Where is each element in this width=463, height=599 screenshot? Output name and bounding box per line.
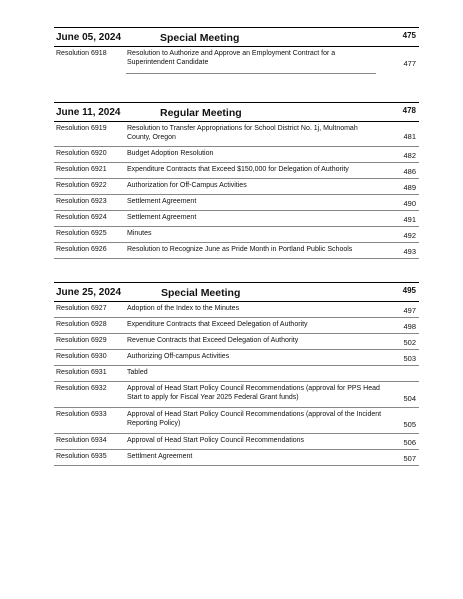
resolution-description: Settlment Agreement bbox=[127, 453, 193, 460]
resolution-page: 486 bbox=[403, 167, 416, 176]
meeting-header bbox=[54, 102, 419, 122]
meeting-header bbox=[54, 27, 419, 47]
resolution-number: Resolution 6934 bbox=[56, 437, 107, 444]
resolution-page: 502 bbox=[403, 338, 416, 347]
table-row bbox=[54, 163, 419, 179]
resolution-number: Resolution 6925 bbox=[56, 230, 107, 237]
resolution-description: Budget Adoption Resolution bbox=[127, 150, 214, 157]
meeting-header bbox=[54, 282, 419, 302]
resolution-page: 481 bbox=[403, 132, 416, 141]
resolution-page: 498 bbox=[403, 322, 416, 331]
meeting-page: 478 bbox=[402, 106, 416, 115]
resolution-page: 505 bbox=[403, 420, 416, 429]
meeting-section-june-05 bbox=[54, 27, 419, 74]
resolution-page: 492 bbox=[403, 231, 416, 240]
table-row bbox=[54, 302, 419, 318]
table-row bbox=[54, 318, 419, 334]
resolution-page: 504 bbox=[403, 394, 416, 403]
resolution-description: Approval of Head Start Policy Council Recommendations (approval of the Incident Reporting Policy) bbox=[127, 411, 382, 427]
resolution-page: 506 bbox=[403, 438, 416, 447]
meeting-section-june-25 bbox=[54, 282, 419, 466]
meeting-date: June 05, 2024 bbox=[56, 32, 122, 43]
meeting-date: June 25, 2024 bbox=[56, 287, 122, 298]
resolution-number: Resolution 6918 bbox=[56, 50, 107, 57]
table-row bbox=[54, 47, 419, 73]
table-row bbox=[54, 211, 419, 227]
resolution-number: Resolution 6927 bbox=[56, 305, 107, 312]
resolution-number: Resolution 6926 bbox=[56, 246, 107, 253]
resolution-number: Resolution 6929 bbox=[56, 337, 107, 344]
resolution-number: Resolution 6930 bbox=[56, 353, 107, 360]
meeting-date: June 11, 2024 bbox=[56, 107, 121, 118]
resolution-number: Resolution 6923 bbox=[56, 198, 107, 205]
resolution-number: Resolution 6932 bbox=[56, 385, 107, 392]
resolution-page: 490 bbox=[403, 199, 416, 208]
resolution-page: 493 bbox=[403, 247, 416, 256]
table-row bbox=[54, 450, 419, 466]
table-row bbox=[54, 408, 419, 434]
resolution-number: Resolution 6933 bbox=[56, 411, 107, 418]
resolution-description: Approval of Head Start Policy Council Recommendations bbox=[127, 437, 305, 444]
table-row bbox=[54, 179, 419, 195]
resolution-description: Revenue Contracts that Exceed Delegation of Authority bbox=[127, 337, 299, 344]
resolution-page: 491 bbox=[403, 215, 416, 224]
resolution-description: Settlement Agreement bbox=[127, 198, 197, 205]
resolution-description: Settlement Agreement bbox=[127, 214, 197, 221]
table-row bbox=[54, 122, 419, 147]
resolution-number: Resolution 6928 bbox=[56, 321, 107, 328]
resolution-number: Resolution 6931 bbox=[56, 369, 107, 376]
resolution-number: Resolution 6922 bbox=[56, 182, 107, 189]
resolution-page: 489 bbox=[403, 183, 416, 192]
resolution-number: Resolution 6935 bbox=[56, 453, 107, 460]
resolution-description: Adoption of the Index to the Minutes bbox=[127, 305, 240, 312]
table-row bbox=[54, 227, 419, 243]
resolution-number: Resolution 6920 bbox=[56, 150, 107, 157]
resolution-number: Resolution 6921 bbox=[56, 166, 107, 173]
resolution-description: Minutes bbox=[127, 230, 152, 237]
resolution-description: Expenditure Contracts that Exceed $150,000 for Delegation of Authority bbox=[127, 166, 349, 173]
section-divider bbox=[126, 73, 376, 74]
table-row bbox=[54, 366, 419, 382]
resolution-description: Resolution to Authorize and Approve an Employment Contract for a Superintendent Candidate bbox=[127, 50, 336, 66]
table-row bbox=[54, 195, 419, 211]
resolution-description: Authorizing Off-campus Activities bbox=[127, 353, 230, 360]
meeting-type: Regular Meeting bbox=[160, 107, 242, 119]
table-row bbox=[54, 434, 419, 450]
table-row bbox=[54, 147, 419, 163]
resolution-number: Resolution 6924 bbox=[56, 214, 107, 221]
resolution-number: Resolution 6919 bbox=[56, 125, 107, 132]
table-row bbox=[54, 350, 419, 366]
meeting-page: 475 bbox=[402, 31, 416, 40]
resolution-description: Resolution to Transfer Appropriations for School District No. 1j, Multnomah County, Oregon bbox=[127, 125, 358, 141]
meeting-page: 495 bbox=[402, 286, 416, 295]
table-row bbox=[54, 382, 419, 408]
table-row bbox=[54, 243, 419, 259]
resolution-description: Authorization for Off-Campus Activities bbox=[127, 182, 247, 189]
resolution-page: 507 bbox=[403, 454, 416, 463]
resolution-description: Expenditure Contracts that Exceed Delegation of Authority bbox=[127, 321, 308, 328]
meeting-type: Special Meeting bbox=[161, 287, 241, 299]
resolution-description: Approval of Head Start Policy Council Recommendations (approval for PPS Head Start to apply for Fiscal Year 2025 Federal Grant funds) bbox=[127, 385, 380, 401]
resolution-page: 503 bbox=[403, 354, 416, 363]
meeting-type: Special Meeting bbox=[160, 32, 240, 44]
resolution-page: 497 bbox=[403, 306, 416, 315]
resolution-description: Resolution to Recognize June as Pride Month in Portland Public Schools bbox=[127, 246, 353, 253]
resolution-page: 482 bbox=[403, 151, 416, 160]
resolution-description: Tabled bbox=[127, 369, 148, 376]
table-row bbox=[54, 334, 419, 350]
meeting-section-june-11 bbox=[54, 102, 419, 259]
resolution-page: 477 bbox=[403, 59, 416, 68]
